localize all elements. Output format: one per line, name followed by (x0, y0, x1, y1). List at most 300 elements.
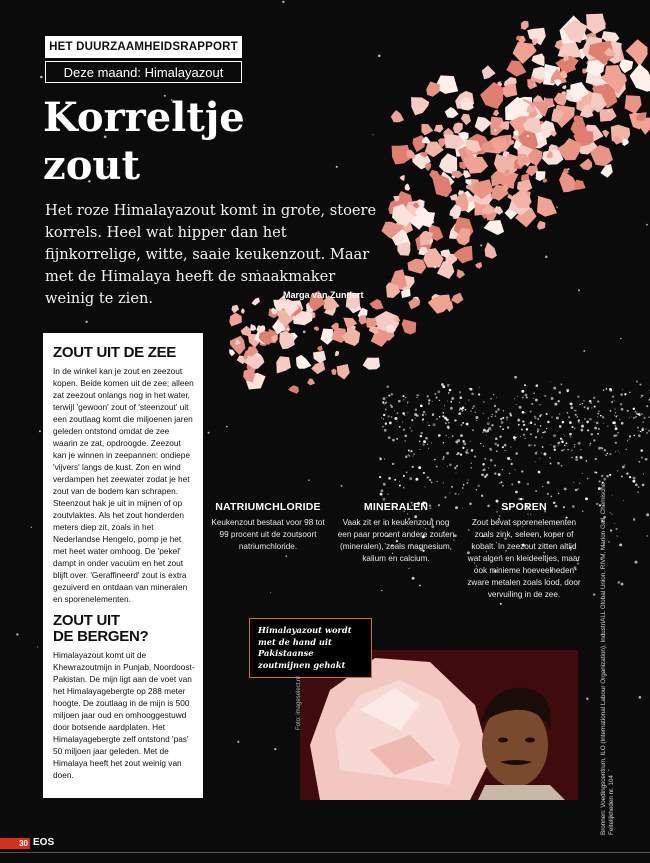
salt-grain (488, 467, 489, 468)
salt-grain (557, 462, 560, 465)
salt-grain (403, 475, 405, 477)
salt-grain (408, 449, 410, 451)
salt-grain (476, 420, 477, 421)
salt-grain (566, 442, 568, 444)
salt-grain (434, 459, 435, 460)
salt-speck (270, 592, 271, 593)
salt-grain (641, 413, 643, 415)
salt-grain (473, 405, 475, 407)
salt-grain (629, 439, 630, 440)
salt-grain (528, 444, 531, 447)
salt-grain (411, 419, 413, 421)
salt-grain (570, 436, 572, 438)
salt-grain (422, 443, 425, 446)
salt-crystal (451, 293, 464, 304)
section-subkicker: Deze maand: Himalayazout (45, 61, 242, 83)
salt-grain (564, 436, 565, 437)
column-heading: NATRIUMCHLORIDE (215, 501, 321, 513)
salt-speck (480, 244, 482, 246)
salt-crystal (401, 289, 411, 298)
salt-grain (511, 463, 513, 465)
salt-grain (432, 401, 433, 402)
column-body: Vaak zit er in keukenzout nog een paar procent andere zouten (mineralen), zoals magnesium, kalium en calcium. (337, 518, 455, 563)
salt-grain (465, 444, 466, 445)
salt-grain (581, 429, 584, 432)
salt-grain (495, 438, 498, 441)
salt-grain (526, 396, 528, 398)
salt-grain (515, 491, 518, 494)
salt-grain (520, 436, 521, 437)
salt-grain (442, 458, 444, 460)
sidebar-box (43, 333, 203, 798)
page-number: 30 (0, 838, 30, 849)
salt-grain (522, 411, 525, 414)
salt-grain (428, 448, 429, 449)
salt-grain (530, 421, 533, 424)
salt-grain (569, 402, 572, 405)
salt-grain (567, 449, 569, 451)
salt-grain (419, 441, 420, 442)
salt-crystal (480, 82, 503, 109)
salt-grain (465, 403, 466, 404)
salt-grain (615, 451, 616, 452)
salt-grain (607, 453, 609, 455)
salt-grain (510, 459, 511, 460)
salt-grain (458, 494, 459, 495)
salt-grain (535, 452, 538, 455)
salt-crystal (521, 21, 529, 30)
salt-grain (564, 445, 566, 447)
column-natriumchloride (208, 501, 328, 553)
salt-grain (547, 493, 549, 495)
salt-grain (621, 583, 624, 586)
salt-grain (580, 456, 583, 459)
salt-grain (408, 454, 409, 455)
salt-grain (484, 475, 486, 477)
salt-grain (408, 568, 409, 569)
salt-grain (449, 492, 450, 493)
photo-credit: Foto: imageselect.nl (296, 676, 302, 730)
salt-grain (513, 436, 516, 439)
salt-grain (497, 444, 499, 446)
salt-grain (561, 465, 563, 467)
salt-grain (543, 453, 546, 456)
salt-grain (603, 423, 604, 424)
salt-crystal (537, 221, 546, 230)
salt-grain (503, 410, 504, 411)
salt-grain (611, 401, 612, 402)
salt-crystal (532, 38, 538, 45)
salt-grain (596, 503, 599, 506)
salt-grain (553, 387, 556, 390)
salt-grain (427, 422, 428, 423)
salt-grain (494, 443, 497, 446)
salt-grain (447, 400, 448, 401)
salt-crystal (602, 130, 609, 138)
salt-grain (637, 427, 639, 429)
salt-grain (635, 416, 636, 417)
salt-grain (444, 417, 447, 420)
salt-grain (585, 497, 588, 500)
sources-note: Bronnen: Voedingscentrum, ILO (International Labour Organization), IndustriALL Global Union, RIVM, Marion Gall, Chemische Feitelijkheden nr. 104 (600, 482, 615, 835)
salt-grain (521, 428, 523, 430)
salt-grain (536, 384, 539, 387)
salt-grain (629, 417, 630, 418)
salt-speck (31, 527, 32, 528)
salt-grain (535, 461, 536, 462)
salt-grain (483, 468, 486, 471)
salt-grain (546, 413, 548, 415)
salt-grain (616, 535, 617, 536)
salt-grain (406, 472, 408, 474)
salt-grain (640, 431, 641, 432)
salt-grain (398, 400, 401, 403)
salt-grain (574, 444, 575, 445)
salt-grain (394, 410, 395, 411)
salt-crystal (457, 269, 466, 279)
salt-grain (391, 405, 393, 407)
salt-grain (397, 412, 399, 414)
salt-grain (645, 458, 648, 461)
salt-grain (443, 412, 445, 414)
salt-grain (449, 389, 452, 392)
salt-crystal (241, 326, 252, 337)
salt-grain (388, 395, 390, 397)
salt-grain (500, 426, 502, 428)
salt-speck (583, 350, 585, 352)
salt-grain (544, 395, 546, 397)
salt-grain (471, 463, 472, 464)
salt-grain (514, 469, 515, 470)
section-kicker: HET DUURZAAMHEIDSRAPPORT (45, 36, 242, 58)
salt-grain (523, 498, 524, 499)
salt-speck (381, 590, 382, 591)
salt-grain (385, 423, 387, 425)
salt-grain (414, 413, 417, 416)
salt-grain (534, 417, 536, 419)
salt-grain (471, 393, 473, 395)
salt-grain (460, 453, 462, 455)
salt-grain (501, 421, 504, 424)
salt-grain (553, 434, 556, 437)
salt-grain (640, 449, 643, 452)
salt-grain (574, 409, 575, 410)
column-heading: SPOREN (501, 501, 547, 513)
salt-crystal (575, 180, 586, 190)
salt-grain (626, 472, 628, 474)
salt-grain (388, 415, 390, 417)
salt-speck (620, 338, 621, 339)
salt-grain (474, 455, 476, 457)
salt-grain (638, 461, 640, 463)
salt-grain (434, 393, 436, 395)
salt-grain (498, 473, 501, 476)
salt-grain (456, 454, 458, 456)
salt-grain (605, 454, 606, 455)
salt-grain (589, 418, 592, 421)
salt-grain (574, 428, 576, 430)
salt-grain (637, 491, 639, 493)
salt-grain (589, 400, 592, 403)
salt-crystal (630, 64, 650, 92)
salt-grain (436, 466, 438, 468)
salt-speck (594, 471, 596, 473)
salt-grain (559, 391, 562, 394)
salt-grain (431, 443, 432, 444)
salt-grain (646, 405, 648, 407)
salt-grain (614, 408, 615, 409)
salt-crystal (363, 358, 380, 370)
salt-grain (467, 480, 468, 481)
salt-grain (587, 429, 589, 431)
salt-grain (487, 422, 490, 425)
salt-grain (639, 384, 641, 386)
salt-grain (422, 414, 424, 416)
salt-grain (534, 444, 536, 446)
salt-grain (490, 448, 493, 451)
salt-grain (534, 423, 536, 425)
salt-grain (462, 422, 464, 424)
salt-grain (488, 417, 489, 418)
salt-grain (522, 421, 524, 423)
salt-grain (530, 433, 532, 435)
salt-grain (386, 385, 389, 388)
salt-grain (562, 419, 563, 420)
salt-grain (635, 561, 638, 564)
salt-grain (521, 390, 524, 393)
salt-grain (591, 402, 592, 403)
salt-grain (562, 439, 563, 440)
salt-grain (550, 381, 551, 382)
salt-grain (620, 403, 622, 405)
salt-grain (614, 436, 615, 437)
salt-grain (455, 440, 458, 443)
salt-grain (538, 471, 540, 473)
salt-grain (571, 426, 573, 428)
sidebar-body-mountain-salt: Himalayazout komt uit de Khewrazoutmijn in Punjab, Noordoost-Pakistan. De mijn ligt aan de voet van het Himalayagebergte op 288 meter hoogte. De zoutlaag in de mijn is 500 miljoen jaar oud en omhooggestuwd door botsende aardplaten. Het Himalayagebergte zelf ontstond 'pas' 50 miljoen jaar geleden. Met de Himalaya heeft het zout weinig van doen. (53, 650, 195, 780)
salt-crystal (243, 368, 254, 383)
salt-grain (617, 415, 618, 416)
salt-grain (388, 436, 391, 439)
salt-grain (573, 482, 574, 483)
salt-grain (452, 435, 454, 437)
salt-speck (341, 485, 343, 487)
salt-grain (462, 447, 464, 449)
salt-grain (502, 485, 504, 487)
salt-grain (521, 470, 523, 472)
salt-grain (509, 413, 511, 415)
salt-grain (482, 431, 484, 433)
salt-crystal (359, 315, 367, 325)
salt-grain (618, 581, 621, 584)
salt-grain (597, 433, 599, 435)
salt-crystal (445, 107, 459, 118)
salt-grain (500, 603, 502, 605)
salt-grain (431, 482, 433, 484)
salt-grain (405, 456, 407, 458)
salt-grain (415, 409, 417, 411)
salt-grain (428, 425, 430, 427)
salt-grain (575, 458, 578, 461)
salt-grain (447, 466, 448, 467)
salt-grain (386, 397, 387, 398)
salt-crystal (296, 355, 312, 369)
salt-grain (410, 450, 412, 452)
salt-grain (402, 421, 403, 422)
salt-grain (420, 449, 421, 450)
salt-crystal (229, 349, 235, 356)
salt-grain (448, 427, 450, 429)
salt-grain (396, 438, 398, 440)
salt-grain (629, 392, 630, 393)
salt-grain (415, 418, 416, 419)
salt-grain (383, 418, 384, 419)
salt-grain (507, 457, 510, 460)
magazine-name: EOS (33, 837, 55, 848)
salt-grain (438, 434, 441, 437)
salt-grain (577, 488, 579, 490)
salt-grain (635, 483, 638, 486)
salt-grain (502, 417, 504, 419)
salt-grain (627, 410, 629, 412)
sidebar-heading-mountain-salt (53, 613, 195, 645)
sidebar-heading-mountain-line-2: DE BERGEN? (53, 628, 149, 645)
salt-grain (494, 405, 496, 407)
salt-grain (455, 493, 457, 495)
salt-speck (285, 555, 287, 557)
salt-grain (626, 449, 627, 450)
salt-grain (576, 416, 578, 418)
salt-grain (383, 483, 386, 486)
salt-grain (525, 394, 528, 397)
salt-speck (282, 1, 284, 3)
salt-grain (591, 433, 594, 436)
salt-grain (479, 387, 480, 388)
salt-grain (483, 429, 486, 432)
salt-crystal (408, 259, 427, 274)
salt-grain (633, 417, 635, 419)
salt-grain (567, 412, 569, 414)
salt-grain (446, 435, 447, 436)
salt-grain (641, 395, 643, 397)
salt-grain (454, 419, 456, 421)
salt-grain (448, 437, 449, 438)
salt-grain (468, 399, 469, 400)
salt-grain (444, 496, 446, 498)
salt-grain (544, 431, 546, 433)
salt-grain (423, 472, 425, 474)
salt-grain (502, 428, 504, 430)
salt-grain (415, 478, 418, 481)
salt-grain (594, 406, 596, 408)
salt-grain (429, 479, 431, 481)
salt-grain (502, 469, 503, 470)
salt-grain (481, 495, 483, 497)
salt-grain (578, 442, 581, 445)
salt-grain (511, 483, 513, 485)
salt-grain (629, 435, 631, 437)
salt-grain (466, 423, 469, 426)
salt-grain (643, 474, 644, 475)
salt-grain (496, 450, 498, 452)
salt-speck (527, 135, 529, 137)
salt-grain (399, 485, 401, 487)
salt-grain (517, 419, 520, 422)
salt-grain (518, 481, 521, 484)
salt-grain (470, 467, 472, 469)
salt-speck (556, 206, 557, 207)
salt-grain (428, 402, 430, 404)
salt-grain (465, 451, 467, 453)
salt-speck (226, 426, 228, 428)
salt-grain (451, 486, 453, 488)
salt-crystal (434, 125, 444, 133)
salt-crystal (537, 196, 557, 217)
salt-grain (612, 396, 614, 398)
salt-grain (632, 480, 635, 483)
salt-grain (519, 406, 522, 409)
salt-grain (638, 486, 639, 487)
salt-grain (420, 404, 423, 407)
salt-grain (380, 493, 383, 496)
salt-grain (447, 384, 450, 387)
salt-grain (505, 450, 506, 451)
salt-grain (394, 417, 397, 420)
salt-grain (491, 416, 492, 417)
salt-grain (445, 422, 447, 424)
salt-grain (537, 428, 540, 431)
salt-grain (539, 416, 541, 418)
salt-grain (541, 453, 542, 454)
salt-grain (407, 401, 408, 402)
salt-speck (37, 646, 38, 647)
salt-grain (444, 405, 445, 406)
salt-grain (432, 414, 434, 416)
salt-grain (494, 472, 496, 474)
salt-crystal (453, 246, 472, 264)
salt-grain (600, 415, 602, 417)
salt-grain (482, 463, 485, 466)
salt-grain (436, 418, 437, 419)
salt-grain (515, 452, 518, 455)
photo-caption: Himalayazout wordt met de hand uit Pakistaanse zoutmijnen gehakt (249, 618, 372, 678)
salt-grain (596, 422, 599, 425)
salt-grain (629, 476, 631, 478)
salt-grain (582, 422, 583, 423)
salt-grain (402, 412, 403, 413)
salt-grain (586, 460, 588, 462)
salt-grain (490, 459, 493, 462)
salt-grain (526, 428, 528, 430)
salt-speck (39, 430, 41, 432)
salt-speck (287, 328, 290, 331)
salt-speck (600, 20, 601, 21)
salt-grain (413, 453, 415, 455)
salt-grain (542, 437, 543, 438)
salt-grain (615, 427, 618, 430)
salt-speck (578, 289, 580, 291)
salt-crystal (337, 364, 350, 380)
salt-grain (409, 427, 411, 429)
salt-grain (399, 481, 400, 482)
article-title (43, 94, 343, 190)
salt-crystal (313, 351, 326, 364)
salt-speck (303, 331, 306, 334)
salt-grain (558, 493, 559, 494)
salt-grain (383, 397, 386, 400)
salt-grain (615, 434, 617, 436)
salt-grain (583, 400, 584, 401)
